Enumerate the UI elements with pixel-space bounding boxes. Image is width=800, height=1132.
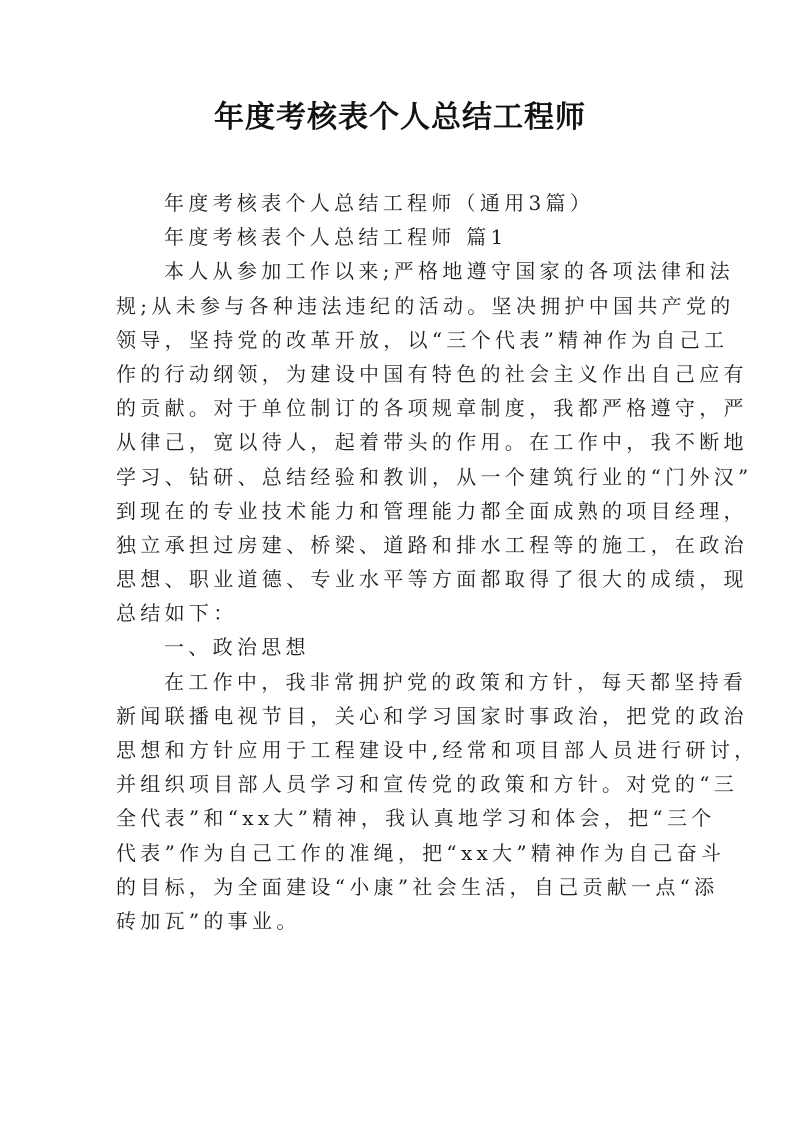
paragraph-line: 总结如下： xyxy=(116,601,238,626)
paragraph-line: 学习、钻研、总结经验和教训，从一个建筑行业的“门外汉” xyxy=(116,464,753,489)
paragraph-line: 独立承担过房建、桥梁、道路和排水工程等的施工，在政治 xyxy=(116,532,748,557)
paragraph-line: 规;从未参与各种违法违纪的活动。坚决拥护中国共产党的 xyxy=(116,293,735,318)
paragraph-line: 新闻联播电视节目，关心和学习国家时事政治，把党的政治 xyxy=(116,703,748,728)
paragraph-line: 的目标，为全面建设“小康”社会生活，自己贡献一点“添 xyxy=(116,874,719,899)
subtitle-collection: 年度考核表个人总结工程师（通用3篇） xyxy=(164,191,595,215)
paragraph-line: 在工作中，我非常拥护党的政策和方针，每天都坚持看 xyxy=(164,669,748,694)
paragraph-line: 从律己，宽以待人，起着带头的作用。在工作中，我不断地 xyxy=(116,430,748,455)
paragraph-line: 作的行动纲领，为建设中国有特色的社会主义作出自己应有 xyxy=(116,361,748,386)
document-title: 年度考核表个人总结工程师 xyxy=(214,100,586,135)
paragraph-line: 领导，坚持党的改革开放，以“三个代表”精神作为自己工 xyxy=(116,327,729,352)
section-heading-political-thought: 一、政治思想 xyxy=(164,635,310,660)
paragraph-line: 全代表”和“xx大”精神，我认真地学习和体会，把“三个 xyxy=(116,806,716,831)
paragraph-line: 思想、职业道德、专业水平等方面都取得了很大的成绩，现 xyxy=(116,567,748,592)
paragraph-line: 本人从参加工作以来;严格地遵守国家的各项法律和法 xyxy=(164,259,734,284)
paragraph-line: 思想和方针应用于工程建设中,经常和项目部人员进行研讨， xyxy=(116,738,759,762)
section-heading-article-1: 年度考核表个人总结工程师 篇1 xyxy=(164,225,508,250)
paragraph-line: 到现在的专业技术能力和管理能力都全面成熟的项目经理， xyxy=(116,498,748,523)
paragraph-line: 砖加瓦”的事业。 xyxy=(116,908,301,933)
document-body xyxy=(116,186,759,938)
paragraph-line: 的贡献。对于单位制订的各项规章制度，我都严格遵守，严 xyxy=(116,396,748,421)
paragraph-line: 并组织项目部人员学习和宣传党的政策和方针。对党的“三 xyxy=(116,772,739,797)
paragraph-line: 代表”作为自己工作的准绳，把“xx大”精神作为自己奋斗 xyxy=(116,840,726,865)
